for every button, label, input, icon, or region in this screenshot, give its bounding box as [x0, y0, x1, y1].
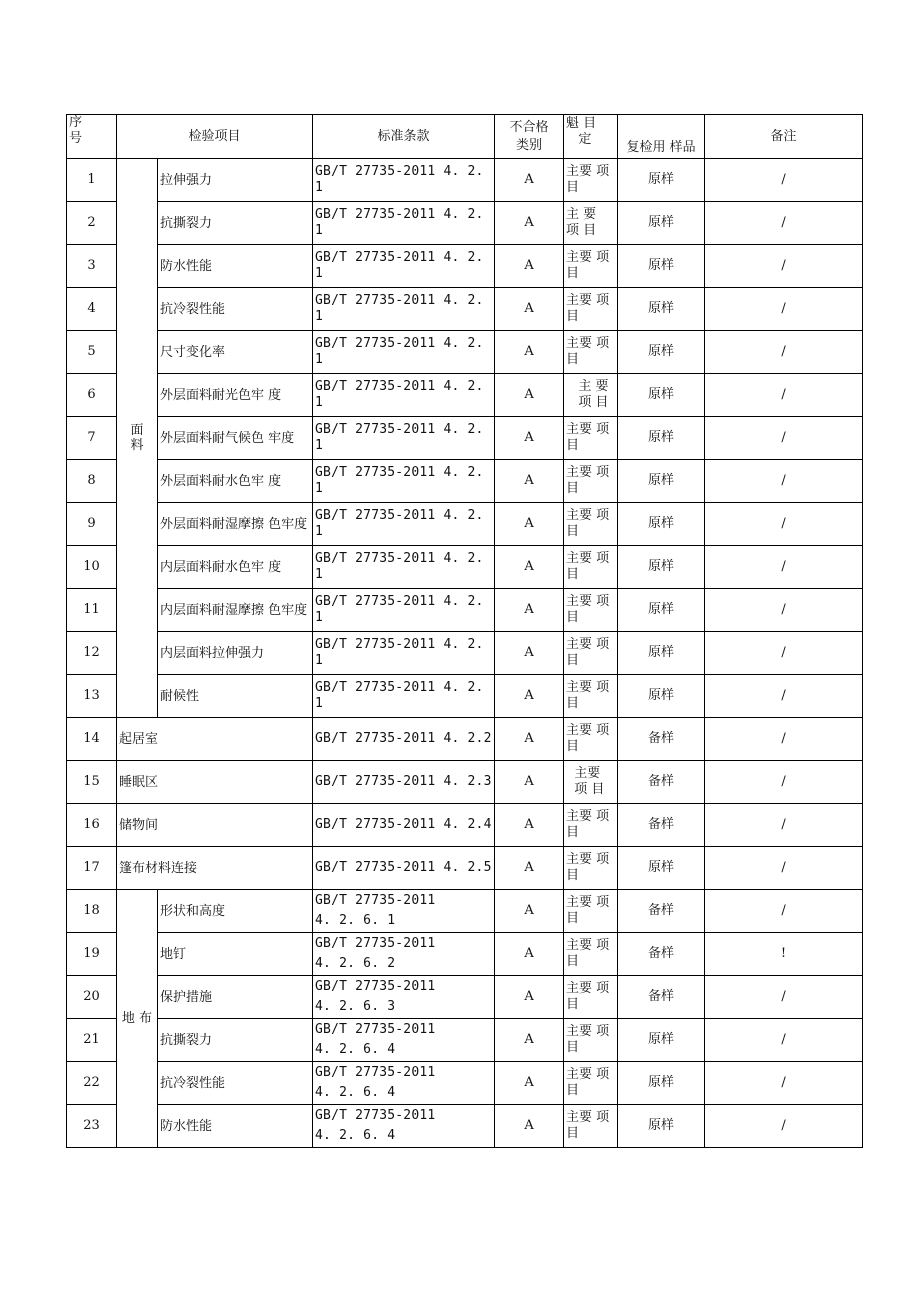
table-row	[67, 890, 863, 933]
nonconformity-type: A	[495, 331, 564, 374]
inspection-table	[66, 114, 863, 1148]
judgement: 主要 项 目	[564, 1062, 618, 1105]
nonconformity-type: A	[495, 675, 564, 718]
table-row	[67, 546, 863, 589]
row-number: 19	[67, 933, 117, 976]
inspection-item: 抗撕裂力	[158, 202, 313, 245]
judgement: 主要 项 目	[564, 933, 618, 976]
standard-clause: GB/T 27735-2011 4. 2. 1	[313, 202, 495, 245]
table-row	[67, 460, 863, 503]
table-row	[67, 761, 863, 804]
remark: /	[705, 460, 863, 503]
row-number: 15	[67, 761, 117, 804]
row-number: 12	[67, 632, 117, 675]
nonconformity-type: A	[495, 288, 564, 331]
inspection-item: 防水性能	[158, 1105, 313, 1148]
standard-clause: GB/T 27735-2011 4. 2. 6. 1	[313, 890, 495, 933]
inspection-item: 外层面料耐水色牢 度	[158, 460, 313, 503]
remark: /	[705, 890, 863, 933]
remark: /	[705, 804, 863, 847]
judgement: 主要 项 目	[564, 847, 618, 890]
header-judge: 魁 目 定	[564, 115, 618, 159]
nonconformity-type: A	[495, 460, 564, 503]
remark: /	[705, 761, 863, 804]
table-row	[67, 718, 863, 761]
table-body	[67, 115, 863, 1148]
table-row	[67, 288, 863, 331]
nonconformity-type: A	[495, 890, 564, 933]
judgement: 主要 项 目	[564, 976, 618, 1019]
remark: /	[705, 417, 863, 460]
row-number: 16	[67, 804, 117, 847]
table-row	[67, 417, 863, 460]
recheck-sample: 原样	[618, 546, 705, 589]
inspection-item: 储物间	[117, 804, 313, 847]
standard-clause: GB/T 27735-2011 4. 2. 1	[313, 546, 495, 589]
remark: /	[705, 159, 863, 202]
nonconformity-type: A	[495, 847, 564, 890]
standard-clause: GB/T 27735-2011 4. 2.3	[313, 761, 495, 804]
table-row	[67, 159, 863, 202]
recheck-sample: 备样	[618, 933, 705, 976]
nonconformity-type: A	[495, 589, 564, 632]
inspection-item: 保护措施	[158, 976, 313, 1019]
judgement: 主 要 项 目	[564, 374, 618, 417]
row-number: 5	[67, 331, 117, 374]
nonconformity-type: A	[495, 933, 564, 976]
judgement: 主要 项 目	[564, 890, 618, 933]
standard-clause: GB/T 27735-2011 4. 2. 1	[313, 460, 495, 503]
nonconformity-type: A	[495, 804, 564, 847]
inspection-item: 耐候性	[158, 675, 313, 718]
recheck-sample: 原样	[618, 632, 705, 675]
remark: /	[705, 202, 863, 245]
recheck-sample: 原样	[618, 675, 705, 718]
nonconformity-type: A	[495, 976, 564, 1019]
inspection-item: 外层面料耐气候色 牢度	[158, 417, 313, 460]
row-number: 4	[67, 288, 117, 331]
recheck-sample: 原样	[618, 288, 705, 331]
recheck-sample: 原样	[618, 331, 705, 374]
standard-clause: GB/T 27735-2011 4. 2.2	[313, 718, 495, 761]
table-row	[67, 933, 863, 976]
row-number: 6	[67, 374, 117, 417]
row-number: 17	[67, 847, 117, 890]
row-number: 23	[67, 1105, 117, 1148]
recheck-sample: 原样	[618, 202, 705, 245]
group-ground-label: 地 布	[117, 890, 158, 1148]
remark: /	[705, 847, 863, 890]
recheck-sample: 原样	[618, 159, 705, 202]
header-item: 检验项目	[117, 115, 313, 159]
table-row	[67, 374, 863, 417]
recheck-sample: 备样	[618, 718, 705, 761]
row-number: 13	[67, 675, 117, 718]
inspection-item: 内层面料耐水色牢 度	[158, 546, 313, 589]
table-row	[67, 202, 863, 245]
judgement: 主要 项 目	[564, 159, 618, 202]
standard-clause: GB/T 27735-2011 4. 2. 6. 3	[313, 976, 495, 1019]
inspection-item: 睡眠区	[117, 761, 313, 804]
row-number: 10	[67, 546, 117, 589]
judgement: 主要 项 目	[564, 460, 618, 503]
recheck-sample: 原样	[618, 245, 705, 288]
nonconformity-type: A	[495, 718, 564, 761]
inspection-item: 外层面料耐湿摩擦 色牢度	[158, 503, 313, 546]
nonconformity-type: A	[495, 374, 564, 417]
header-remark: 备注	[705, 115, 863, 159]
nonconformity-type: A	[495, 202, 564, 245]
standard-clause: GB/T 27735-2011 4. 2. 1	[313, 632, 495, 675]
judgement: 主要 项 目	[564, 1105, 618, 1148]
table-row	[67, 245, 863, 288]
table-row	[67, 1019, 863, 1062]
recheck-sample: 原样	[618, 503, 705, 546]
table-row	[67, 1105, 863, 1148]
judgement: 主要 项 目	[564, 804, 618, 847]
inspection-item: 拉伸强力	[158, 159, 313, 202]
table-row	[67, 331, 863, 374]
header-type: 不合格 类别	[495, 115, 564, 159]
recheck-sample: 原样	[618, 417, 705, 460]
inspection-item: 篷布材料连接	[117, 847, 313, 890]
judgement: 主要 项 目	[564, 589, 618, 632]
table-header-row	[67, 115, 863, 159]
recheck-sample: 备样	[618, 804, 705, 847]
recheck-sample: 备样	[618, 761, 705, 804]
table-row	[67, 632, 863, 675]
inspection-item: 形状和高度	[158, 890, 313, 933]
recheck-sample: 备样	[618, 890, 705, 933]
standard-clause: GB/T 27735-2011 4. 2. 6. 4	[313, 1019, 495, 1062]
row-number: 18	[67, 890, 117, 933]
remark: /	[705, 546, 863, 589]
inspection-item: 外层面料耐光色牢 度	[158, 374, 313, 417]
recheck-sample: 原样	[618, 847, 705, 890]
standard-clause: GB/T 27735-2011 4. 2. 6. 4	[313, 1105, 495, 1148]
standard-clause: GB/T 27735-2011 4. 2. 1	[313, 589, 495, 632]
table-row	[67, 589, 863, 632]
nonconformity-type: A	[495, 632, 564, 675]
table-row	[67, 1062, 863, 1105]
standard-clause: GB/T 27735-2011 4. 2. 6. 4	[313, 1062, 495, 1105]
remark: /	[705, 589, 863, 632]
standard-clause: GB/T 27735-2011 4. 2. 1	[313, 503, 495, 546]
nonconformity-type: A	[495, 546, 564, 589]
recheck-sample: 原样	[618, 1105, 705, 1148]
group-fabric-label: 面 料	[117, 159, 158, 718]
standard-clause: GB/T 27735-2011 4. 2. 1	[313, 288, 495, 331]
standard-clause: GB/T 27735-2011 4. 2. 6. 2	[313, 933, 495, 976]
table-row	[67, 503, 863, 546]
remark: /	[705, 1019, 863, 1062]
nonconformity-type: A	[495, 417, 564, 460]
inspection-item: 抗冷裂性能	[158, 288, 313, 331]
nonconformity-type: A	[495, 503, 564, 546]
judgement: 主要 项 目	[564, 503, 618, 546]
remark: /	[705, 288, 863, 331]
judgement: 主要 项 目	[564, 1019, 618, 1062]
table-row	[67, 804, 863, 847]
nonconformity-type: A	[495, 159, 564, 202]
judgement: 主要 项 目	[564, 288, 618, 331]
inspection-item: 尺寸变化率	[158, 331, 313, 374]
header-sample: 复检用 样品	[618, 115, 705, 159]
remark: /	[705, 331, 863, 374]
judgement: 主要 项 目	[564, 245, 618, 288]
inspection-item: 抗撕裂力	[158, 1019, 313, 1062]
inspection-item: 内层面料拉伸强力	[158, 632, 313, 675]
nonconformity-type: A	[495, 245, 564, 288]
recheck-sample: 原样	[618, 460, 705, 503]
recheck-sample: 原样	[618, 1019, 705, 1062]
row-number: 2	[67, 202, 117, 245]
row-number: 14	[67, 718, 117, 761]
recheck-sample: 原样	[618, 374, 705, 417]
row-number: 11	[67, 589, 117, 632]
recheck-sample: 备样	[618, 976, 705, 1019]
row-number: 21	[67, 1019, 117, 1062]
judgement: 主要 项 目	[564, 761, 618, 804]
row-number: 20	[67, 976, 117, 1019]
standard-clause: GB/T 27735-2011 4. 2. 1	[313, 417, 495, 460]
remark: /	[705, 245, 863, 288]
standard-clause: GB/T 27735-2011 4. 2. 1	[313, 374, 495, 417]
judgement: 主 要 项 目	[564, 202, 618, 245]
row-number: 9	[67, 503, 117, 546]
row-number: 3	[67, 245, 117, 288]
judgement: 主要 项 目	[564, 632, 618, 675]
inspection-item: 起居室	[117, 718, 313, 761]
inspection-item: 防水性能	[158, 245, 313, 288]
standard-clause: GB/T 27735-2011 4. 2.5	[313, 847, 495, 890]
row-number: 22	[67, 1062, 117, 1105]
row-number: 8	[67, 460, 117, 503]
judgement: 主要 项 目	[564, 546, 618, 589]
standard-clause: GB/T 27735-2011 4. 2. 1	[313, 159, 495, 202]
remark: /	[705, 632, 863, 675]
judgement: 主要 项 目	[564, 675, 618, 718]
judgement: 主要 项 目	[564, 718, 618, 761]
table-row	[67, 976, 863, 1019]
table-row	[67, 675, 863, 718]
standard-clause: GB/T 27735-2011 4. 2.4	[313, 804, 495, 847]
judgement: 主要 项 目	[564, 417, 618, 460]
remark: /	[705, 374, 863, 417]
nonconformity-type: A	[495, 761, 564, 804]
remark: /	[705, 675, 863, 718]
nonconformity-type: A	[495, 1019, 564, 1062]
row-number: 7	[67, 417, 117, 460]
nonconformity-type: A	[495, 1105, 564, 1148]
standard-clause: GB/T 27735-2011 4. 2. 1	[313, 245, 495, 288]
inspection-item: 内层面料耐湿摩擦 色牢度	[158, 589, 313, 632]
inspection-item: 抗冷裂性能	[158, 1062, 313, 1105]
row-number: 1	[67, 159, 117, 202]
table-row	[67, 847, 863, 890]
remark: /	[705, 718, 863, 761]
header-seq: 序 号	[67, 115, 117, 159]
recheck-sample: 原样	[618, 589, 705, 632]
remark: !	[705, 933, 863, 976]
remark: /	[705, 1105, 863, 1148]
judgement: 主要 项 目	[564, 331, 618, 374]
remark: /	[705, 1062, 863, 1105]
recheck-sample: 原样	[618, 1062, 705, 1105]
remark: /	[705, 503, 863, 546]
header-standard: 标准条款	[313, 115, 495, 159]
standard-clause: GB/T 27735-2011 4. 2. 1	[313, 675, 495, 718]
standard-clause: GB/T 27735-2011 4. 2. 1	[313, 331, 495, 374]
inspection-item: 地钉	[158, 933, 313, 976]
remark: /	[705, 976, 863, 1019]
nonconformity-type: A	[495, 1062, 564, 1105]
